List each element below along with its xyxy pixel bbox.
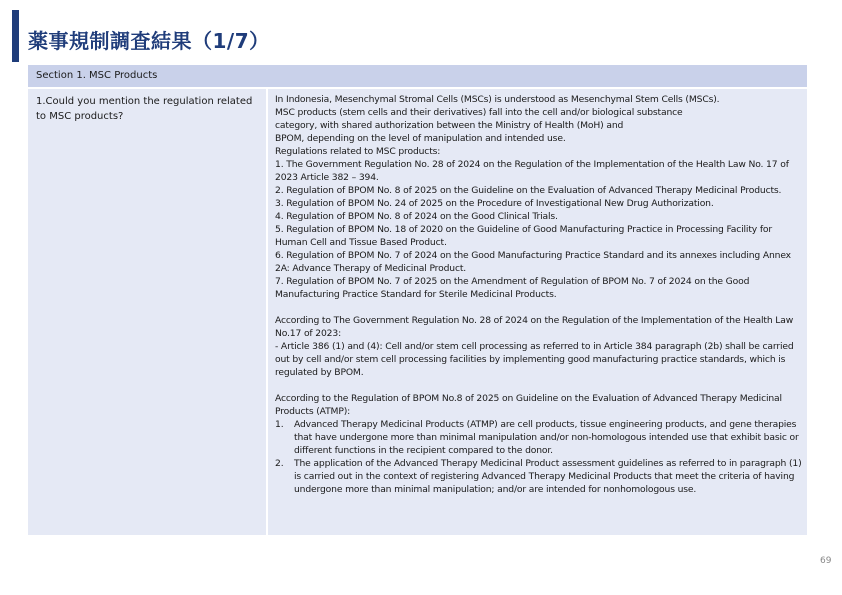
page-title: 薬事規制調査結果（1/7） [28,29,270,53]
title-accent-bar [12,10,19,62]
spacer [275,379,803,392]
answer-intro-line: In Indonesia, Mesenchymal Stromal Cells (MSCs) is understood as Mesenchymal Stem Cells (MSCs). [275,94,720,105]
section-header: Section 1. MSC Products [28,65,807,87]
list-item [275,457,803,496]
regulation-item: 2. Regulation of BPOM No. 8 of 2025 on the Guideline on the Evaluation of Advanced Therapy Medicinal Products. [275,185,782,196]
question-cell: 1.Could you mention the regulation related to MSC products? [28,89,266,535]
answer-cell [268,89,807,535]
list-item-text: Advanced Therapy Medicinal Products (ATMP) are cell products, tissue engineering products, and gene therapies that have undergone more than minimal manipulation and/or non-homologous intended use that exhibit basic or different functions in the recipient compared to the donor. [294,419,799,456]
list-item-number: 1. [275,419,284,430]
list-item [275,418,803,457]
answer-intro-line: MSC products (stem cells and their derivatives) fall into the cell and/or biological substance [275,107,683,118]
survey-table [28,65,807,535]
spacer [275,301,803,314]
regulation-item: 7. Regulation of BPOM No. 7 of 2025 on the Amendment of Regulation of BPOM No. 7 of 2024 on the Good Manufacturing Practice Standard for Sterile Medicinal Products. [275,276,750,300]
regulation-item: 5. Regulation of BPOM No. 18 of 2020 on the Guideline of Good Manufacturing Practice in Processing Facility for Human Cell and Tissue Based Product. [275,224,773,248]
answer-intro-line: BPOM, depending on the level of manipulation and intended use. [275,133,566,144]
list-item-text: The application of the Advanced Therapy Medicinal Product assessment guidelines as referred to in paragraph (1) is carried out in the context of registering Advanced Therapy Medicinal Products that meet the criteria of having undergone more than minimal manipulation; and/or are intended for nonhomologous use. [294,458,802,495]
bpom-list [275,418,803,496]
government-regulation-heading: According to The Government Regulation No. 28 of 2024 on the Regulation of the Implementation of the Health Law No.17 of 2023: [275,315,794,339]
answer-intro-line: category, with shared authorization between the Ministry of Health (MoH) and [275,120,624,131]
bpom-heading: According to the Regulation of BPOM No.8 of 2025 on Guideline on the Evaluation of Advanced Therapy Medicinal Products (ATMP): [275,393,782,417]
list-item-number: 2. [275,458,284,469]
table-row [28,89,807,535]
regulations-heading: Regulations related to MSC products: [275,146,441,157]
page-number: 69 [820,556,832,566]
regulation-item: 1. The Government Regulation No. 28 of 2024 on the Regulation of the Implementation of the Health Law No. 17 of 2023 Article 382 – 394. [275,159,789,183]
regulation-item: 6. Regulation of BPOM No. 7 of 2024 on the Good Manufacturing Practice Standard and its annexes including Annex 2A: Advance Therapy of Medicinal Product. [275,250,791,274]
regulation-item: 3. Regulation of BPOM No. 24 of 2025 on the Procedure of Investigational New Drug Authorization. [275,198,714,209]
government-regulation-text: - Article 386 (1) and (4): Cell and/or stem cell processing as referred to in Article 384 paragraph (2b) shall be carried out by cell and/or stem cell processing facilities by implementing good manufacturing practice standards, which is regulated by BPOM. [275,341,794,378]
regulation-item: 4. Regulation of BPOM No. 8 of 2024 on the Good Clinical Trials. [275,211,558,222]
